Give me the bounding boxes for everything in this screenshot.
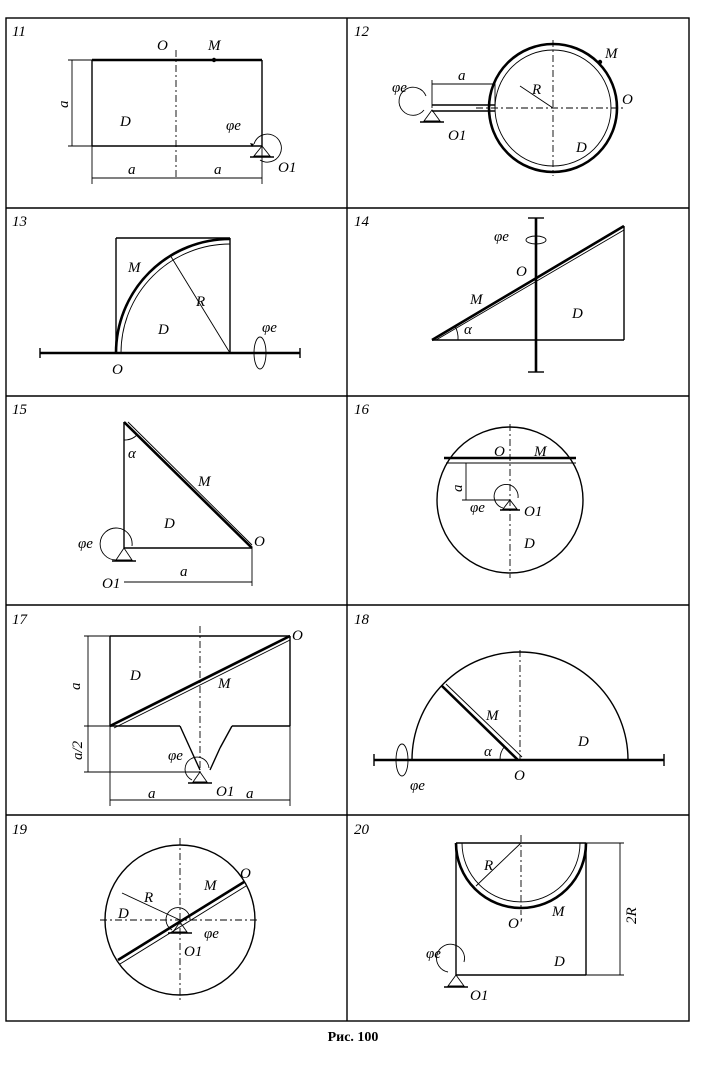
label-M: M (208, 38, 221, 54)
label-M: M (204, 878, 217, 894)
panel-number: 13 (12, 214, 27, 230)
label-a-half: a/2 (70, 740, 86, 760)
label-O1: O1 (216, 784, 235, 800)
label-D: D (130, 668, 141, 684)
label-O-prime: O' (508, 916, 523, 932)
panel-18 (354, 612, 664, 794)
panel-17 (12, 612, 303, 806)
label-R: R (532, 82, 542, 98)
label-a-left: a (56, 100, 72, 108)
label-a: a (458, 68, 466, 84)
panel-number: 16 (354, 402, 369, 418)
figure-caption: Рис. 100 (327, 1030, 379, 1045)
label-D: D (164, 516, 175, 532)
label-D: D (158, 322, 169, 338)
label-O1: O1 (278, 160, 297, 176)
label-phi: φe (78, 536, 93, 552)
label-D: D (118, 906, 129, 922)
label-phi: φe (410, 778, 425, 794)
label-D: D (554, 954, 565, 970)
label-R: R (484, 858, 494, 874)
label-phi: φe (494, 229, 509, 245)
panel-number: 12 (354, 24, 369, 40)
label-M: M (198, 474, 211, 490)
label-2R: 2R (624, 907, 640, 924)
label-a-bottom-1: a (148, 786, 156, 802)
label-O1: O1 (470, 988, 489, 1004)
label-D: D (576, 140, 587, 156)
panel-15 (12, 402, 265, 592)
label-M: M (534, 444, 547, 460)
panel-19 (12, 822, 260, 1000)
label-D: D (524, 536, 535, 552)
label-alpha: α (464, 322, 472, 338)
label-a-left: a (68, 682, 84, 690)
panel-number: 11 (12, 24, 26, 40)
label-a-bottom-2: a (246, 786, 254, 802)
label-O: O (240, 866, 251, 882)
label-O: O (514, 768, 525, 784)
label-a-bottom-1: a (128, 162, 136, 178)
label-phi: φe (226, 118, 241, 134)
label-phi: φe (204, 926, 219, 942)
label-O: O (494, 444, 505, 460)
label-phi: φe (392, 80, 407, 96)
label-O1: O1 (184, 944, 203, 960)
label-O1: O1 (448, 128, 467, 144)
label-D: D (578, 734, 589, 750)
panel-number: 14 (354, 214, 369, 230)
label-O1: O1 (102, 576, 121, 592)
label-a: a (450, 484, 466, 492)
label-alpha: α (484, 744, 492, 760)
panel-13 (12, 214, 300, 378)
label-O: O (157, 38, 168, 54)
label-D: D (572, 306, 583, 322)
label-M: M (218, 676, 231, 692)
panel-20 (354, 822, 640, 1004)
label-O: O (254, 534, 265, 550)
label-M: M (470, 292, 483, 308)
label-O: O (112, 362, 123, 378)
label-O1: O1 (524, 504, 543, 520)
label-R: R (144, 890, 154, 906)
label-M: M (486, 708, 499, 724)
label-a: a (180, 564, 188, 580)
label-D: D (120, 114, 131, 130)
label-O: O (292, 628, 303, 644)
label-alpha: α (128, 446, 136, 462)
label-R: R (196, 294, 206, 310)
panel-11 (12, 24, 296, 184)
panel-number: 20 (354, 822, 369, 838)
panel-12 (354, 24, 633, 176)
panel-number: 15 (12, 402, 27, 418)
label-phi: φe (168, 748, 183, 764)
label-M: M (552, 904, 565, 920)
panel-number: 19 (12, 822, 27, 838)
label-phi: φe (426, 946, 441, 962)
label-O: O (622, 92, 633, 108)
label-O: O (516, 264, 527, 280)
panel-16 (354, 402, 583, 578)
label-M: M (128, 260, 141, 276)
panel-number: 18 (354, 612, 369, 628)
label-a-bottom-2: a (214, 162, 222, 178)
panel-number: 17 (12, 612, 27, 628)
label-phi: φe (470, 500, 485, 516)
label-phi: φe (262, 320, 277, 336)
label-M: M (605, 46, 618, 62)
panel-14 (354, 214, 624, 372)
